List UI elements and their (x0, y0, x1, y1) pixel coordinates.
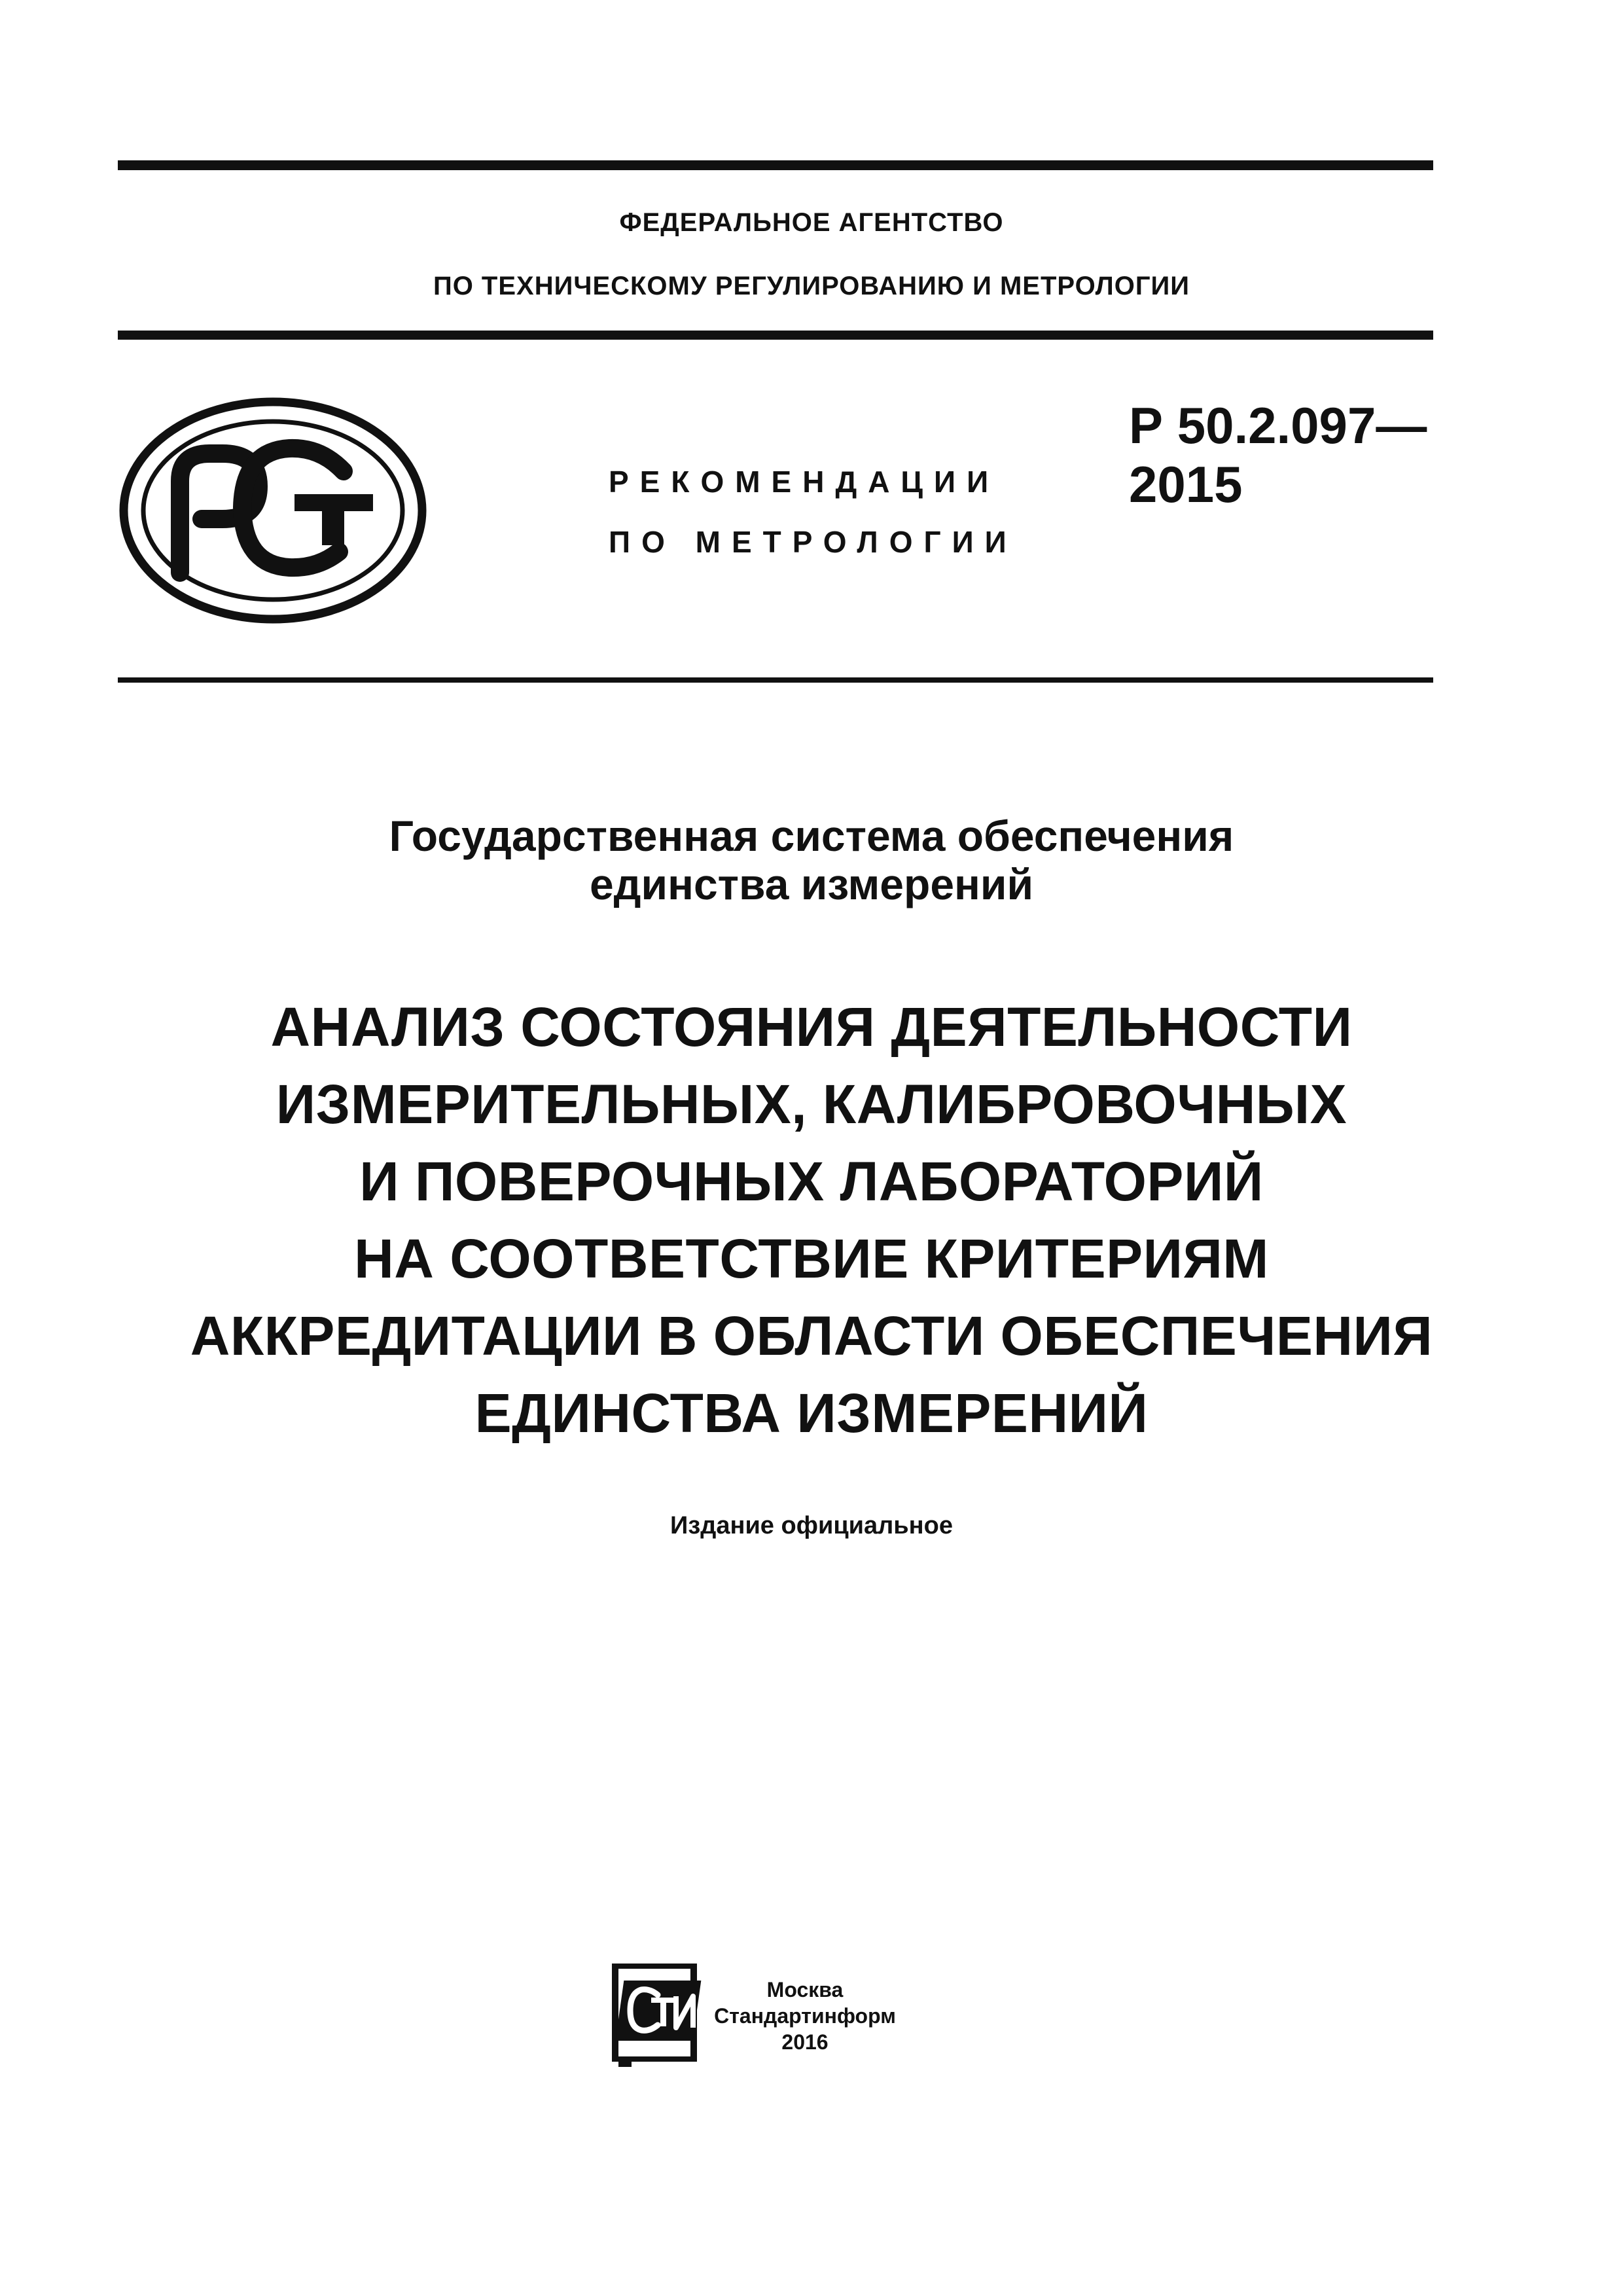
publisher-name: Стандартинформ (714, 2004, 896, 2028)
designation-year: 2015 (1129, 456, 1243, 513)
document-designation (1129, 396, 1427, 514)
publisher-imprint (713, 1977, 897, 2055)
title-line: ЕДИНСТВА ИЗМЕРЕНИЙ (474, 1382, 1149, 1444)
document-title (0, 988, 1623, 1452)
rst-logo-icon (118, 396, 429, 625)
subtitle (0, 812, 1623, 908)
document-type-line-1: РЕКОМЕНДАЦИИ (609, 465, 1000, 499)
title-line: НА СООТВЕТСТВИЕ КРИТЕРИЯМ (354, 1228, 1269, 1289)
title-line: И ПОВЕРОЧНЫХ ЛАБОРАТОРИЙ (359, 1151, 1264, 1212)
agency-name-line-2: ПО ТЕХНИЧЕСКОМУ РЕГУЛИРОВАНИЮ И МЕТРОЛОГИИ (433, 272, 1190, 300)
title-line: ИЗМЕРИТЕЛЬНЫХ, КАЛИБРОВОЧНЫХ (276, 1073, 1347, 1135)
designation-code: Р 50.2.097— (1129, 397, 1427, 454)
subtitle-line-2: единства измерений (589, 860, 1034, 908)
subtitle-line-1: Государственная система обеспечения (389, 812, 1234, 860)
top-rule (118, 160, 1433, 170)
agency-name-line-1: ФЕДЕРАЛЬНОЕ АГЕНТСТВО (619, 208, 1004, 237)
title-line: АНАЛИЗ СОСТОЯНИЯ ДЕЯТЕЛЬНОСТИ (270, 996, 1353, 1058)
document-type (609, 452, 1054, 572)
publication-year: 2016 (781, 2030, 829, 2054)
publisher-city: Москва (766, 1978, 844, 2001)
logo-bottom-rule (118, 677, 1433, 683)
standartinform-logo-icon (612, 1964, 713, 2067)
title-line: АККРЕДИТАЦИИ В ОБЛАСТИ ОБЕСПЕЧЕНИЯ (190, 1305, 1433, 1367)
document-type-line-2: ПО МЕТРОЛОГИИ (609, 525, 1018, 559)
edition-note: Издание официальное (670, 1512, 953, 1539)
header-bottom-rule (118, 331, 1433, 340)
